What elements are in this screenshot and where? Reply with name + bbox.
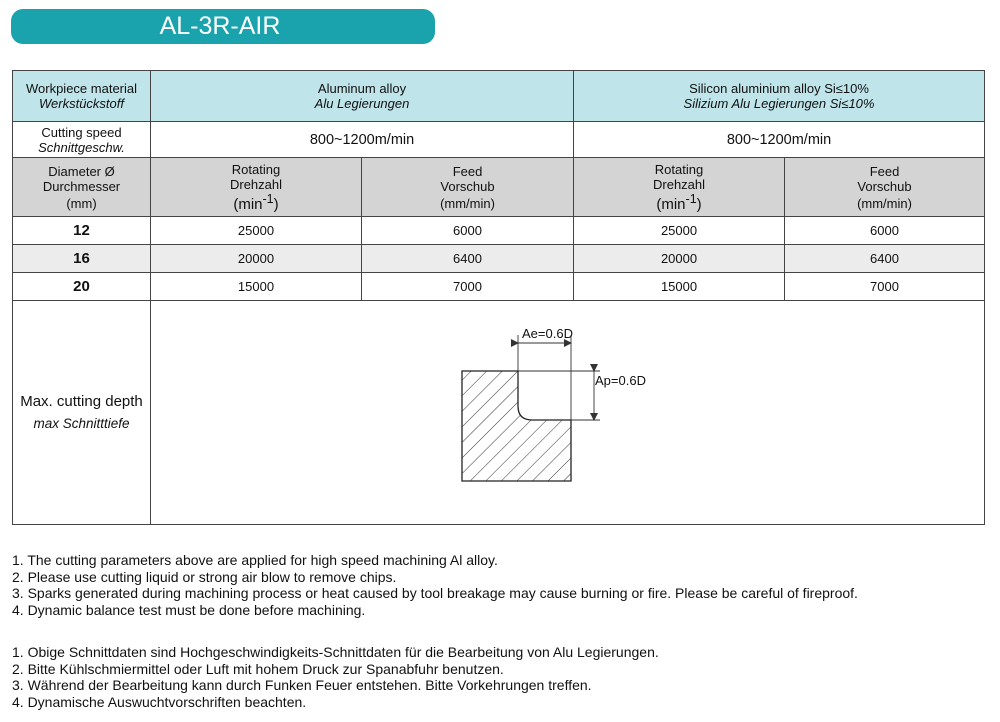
feed-value: 6000 (362, 217, 574, 245)
feed-unit: (mm/min) (857, 195, 912, 211)
rpm-value: 15000 (151, 273, 362, 301)
cutting-speed-row (13, 122, 985, 158)
note-line: 3. Sparks generated during machining process or heat caused by tool breakage may cause burning or fire. Please be careful of fireproof. (12, 585, 858, 601)
feed-value: 6400 (362, 245, 574, 273)
unit-exponent: -1 (685, 191, 697, 206)
cutting-depth-label-cell (13, 301, 151, 525)
ap-label: Ap=0.6D (595, 372, 646, 388)
table-row (13, 217, 985, 245)
notes-german (12, 644, 659, 710)
rotating-unit (151, 192, 361, 213)
feed-label-en: Feed (452, 163, 483, 179)
note-line: 4. Dynamic balance test must be done before machining. (12, 601, 366, 618)
feed-unit: (mm/min) (440, 195, 495, 211)
workpiece-profile (462, 371, 571, 481)
material-aluminum-cell (151, 71, 574, 122)
cutting-depth-row (13, 301, 985, 525)
unit-exponent: -1 (262, 191, 274, 206)
material-row (13, 71, 985, 122)
table-row (13, 273, 985, 301)
rotating-header (574, 158, 785, 217)
cutting-speed-label-cell (13, 122, 151, 158)
table-row (13, 245, 985, 273)
cutting-parameters-table (12, 70, 985, 525)
rpm-value: 25000 (151, 217, 362, 245)
feed-value: 7000 (362, 273, 574, 301)
rpm-value: 20000 (574, 245, 785, 273)
diameter-unit: (mm) (66, 195, 97, 211)
page-title: AL-3R-AIR (159, 12, 281, 40)
rotating-unit (574, 192, 784, 213)
cutting-speed-value: 800~1200m/min (151, 122, 574, 158)
note-line: 2. Please use cutting liquid or strong air blow to remove chips. (12, 568, 397, 585)
rotating-label-en: Rotating (231, 161, 281, 177)
diameter-value: 12 (13, 217, 151, 245)
column-header-row (13, 158, 985, 217)
rotating-label-de: Drehzahl (653, 176, 706, 192)
material-name-de: Alu Legierungen (314, 96, 410, 111)
cutting-speed-label-en: Cutting speed (41, 124, 122, 140)
unit-base: (min (656, 195, 686, 213)
ae-label: Ae=0.6D (522, 325, 573, 341)
diameter-label-de: Durchmesser (42, 178, 121, 194)
material-label-cell (13, 71, 151, 122)
feed-label-de: Vorschub (440, 178, 495, 194)
diameter-header (13, 158, 151, 217)
feed-value: 7000 (785, 273, 985, 301)
diameter-value: 20 (13, 273, 151, 301)
material-name-de: Silizium Alu Legierungen Si≤10% (683, 96, 875, 111)
diameter-label-en: Diameter Ø (48, 163, 115, 179)
rotating-label-en: Rotating (654, 161, 704, 177)
material-silicon-cell (574, 71, 985, 122)
rpm-value: 15000 (574, 273, 785, 301)
material-label-en: Workpiece material (25, 81, 138, 96)
title-banner (11, 9, 435, 44)
cutting-depth-diagram (151, 302, 985, 524)
unit-close: ) (696, 195, 702, 213)
cutting-depth-diagram-cell (151, 301, 985, 525)
rpm-value: 20000 (151, 245, 362, 273)
feed-value: 6000 (785, 217, 985, 245)
cutting-speed-value: 800~1200m/min (574, 122, 985, 158)
feed-header (785, 158, 985, 217)
material-name-en: Aluminum alloy (317, 81, 407, 96)
feed-label-de: Vorschub (857, 178, 912, 194)
cutting-speed-label-de: Schnittgeschw. (38, 139, 125, 155)
feed-label-en: Feed (869, 163, 900, 179)
rotating-header (151, 158, 362, 217)
unit-close: ) (273, 195, 279, 213)
diameter-value: 16 (13, 245, 151, 273)
rotating-label-de: Drehzahl (229, 176, 283, 192)
cutting-depth-label-de: max Schnitttiefe (33, 415, 130, 431)
material-name-en: Silicon aluminium alloy Si≤10% (689, 81, 869, 96)
notes-english (12, 552, 858, 618)
cutting-depth-label-en: Max. cutting depth (20, 392, 143, 410)
note-line: 2. Bitte Kühlschmiermittel oder Luft mit hohem Druck zur Spanabfuhr benutzen. (12, 660, 504, 677)
note-line: 1. Obige Schnittdaten sind Hochgeschwindigkeits-Schnittdaten für die Bearbeitung von Alu Legierungen. (12, 644, 659, 660)
note-line: 3. Während der Bearbeitung kann durch Funken Feuer entstehen. Bitte Vorkehrungen treffen. (12, 677, 592, 693)
material-label-de: Werkstückstoff (38, 96, 124, 111)
unit-base: (min (233, 195, 263, 213)
note-line: 1. The cutting parameters above are applied for high speed machining Al alloy. (12, 552, 498, 568)
feed-value: 6400 (785, 245, 985, 273)
feed-header (362, 158, 574, 217)
note-line: 4. Dynamische Auswuchtvorschriften beachten. (12, 693, 307, 710)
rpm-value: 25000 (574, 217, 785, 245)
